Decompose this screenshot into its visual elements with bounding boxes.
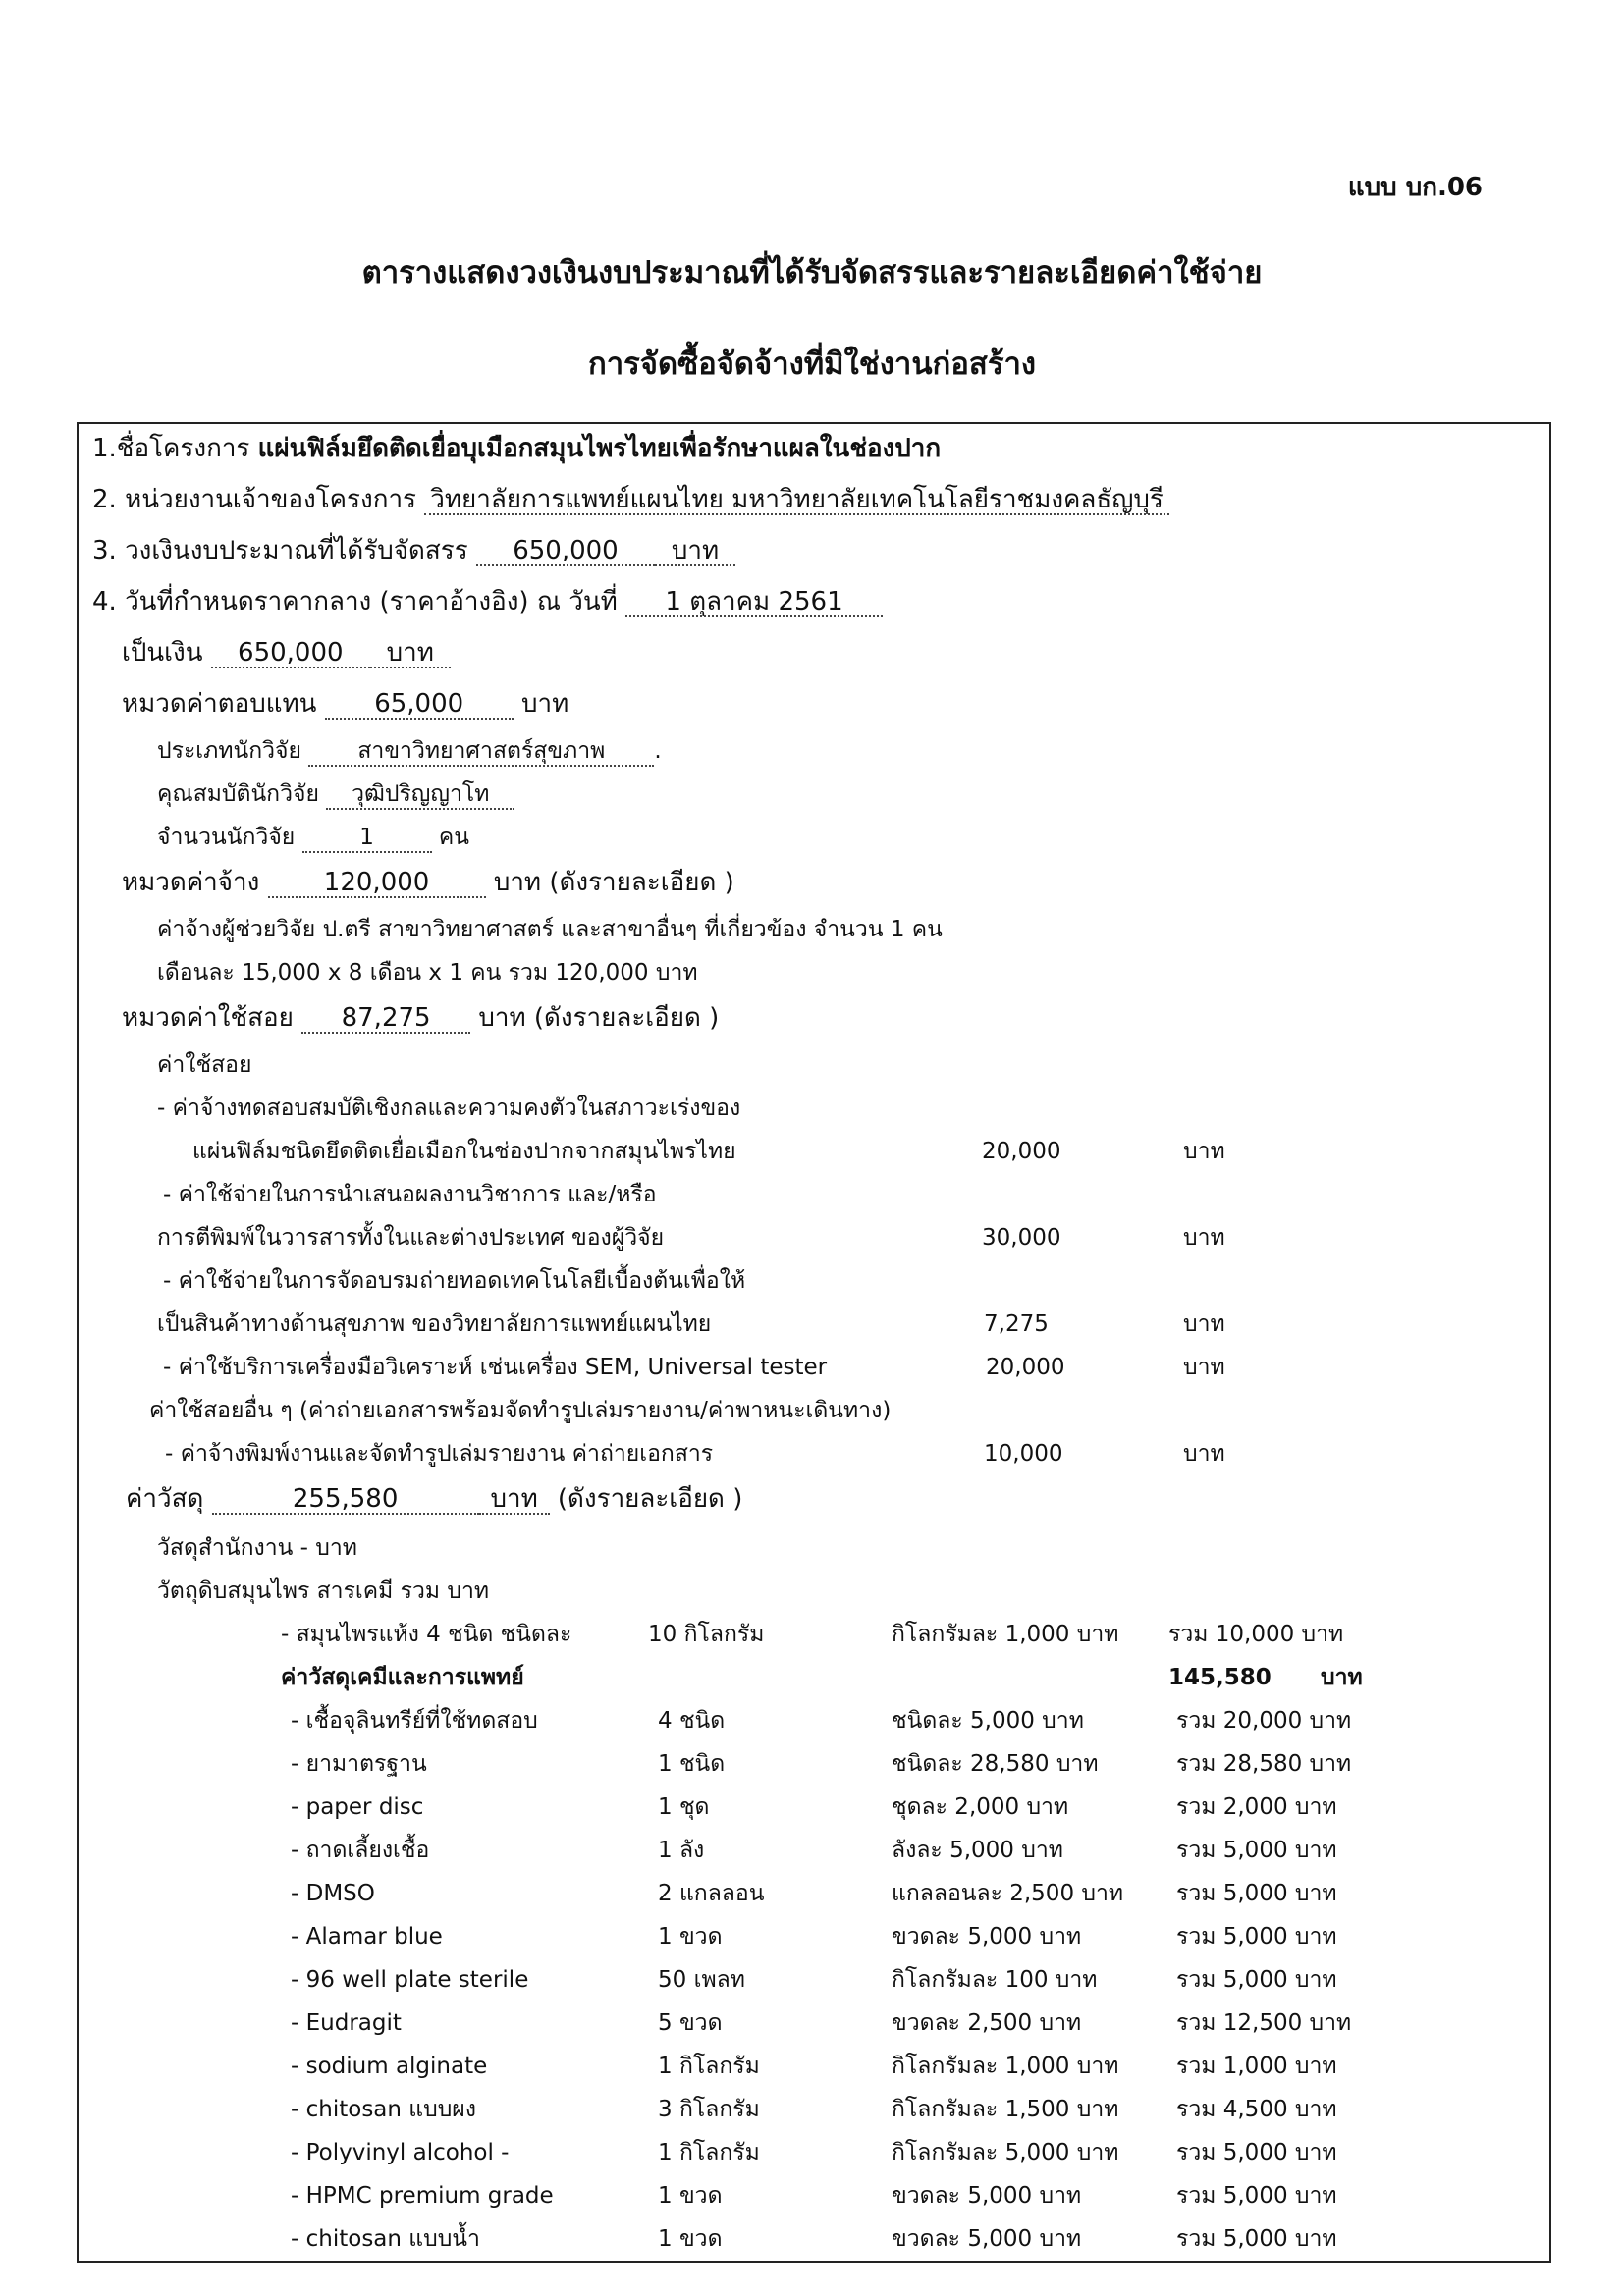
materials-unit: บาท: [479, 1485, 550, 1515]
project-owner-label: 2. หน่วยงานเจ้าของโครงการ: [92, 485, 417, 514]
material-total: รวม 28,580 บาท: [1176, 1751, 1352, 1777]
material-qty: 1 กิโลกรัม: [658, 2054, 760, 2079]
material-name: - chitosan แบบน้ำ: [291, 2226, 480, 2252]
researcher-qualification-value: วุฒิปริญญาโท: [326, 780, 514, 810]
material-total: รวม 12,500 บาท: [1176, 2010, 1352, 2036]
total-unit: บาท: [370, 639, 451, 668]
material-unit-price: ชุดละ 2,000 บาท: [892, 1794, 1069, 1820]
material-unit-price: ขวดละ 5,000 บาท: [892, 1924, 1082, 1949]
materials-row: [126, 1484, 742, 1515]
materials-label: ค่าวัสดุ: [126, 1484, 204, 1514]
material-qty: 3 กิโลกรัม: [658, 2097, 760, 2122]
total-amount: 650,000: [211, 639, 370, 668]
material-qty: 4 ชนิด: [658, 1708, 726, 1734]
expense-item-2-line2: การตีพิมพ์ในวารสารทั้งในและต่างประเทศ ของผู้วิจัย: [157, 1225, 665, 1251]
material-name: - DMSO: [291, 1881, 375, 1906]
expense-item-3-unit: บาท: [1183, 1311, 1225, 1337]
wages-row: [122, 868, 734, 898]
herb-item-total: รวม 10,000 บาท: [1168, 1622, 1344, 1647]
researcher-count-value: 1: [302, 824, 432, 853]
material-unit-price: ชนิดละ 5,000 บาท: [892, 1708, 1084, 1734]
materials-note: (ดังรายละเอียด ): [557, 1484, 743, 1514]
material-unit-price: กิโลกรัมละ 1,000 บาท: [892, 2054, 1119, 2079]
material-total: รวม 5,000 บาท: [1176, 2226, 1337, 2252]
material-total: รวม 5,000 บาท: [1176, 1967, 1337, 1993]
researcher-type-label: ประเภทนักวิจัย: [157, 738, 302, 764]
total-row: [122, 638, 451, 668]
material-name: - 96 well plate sterile: [291, 1967, 529, 1993]
material-qty: 1 ชนิด: [658, 1751, 726, 1777]
expense-item-2-line1: - ค่าใช้จ่ายในการนำเสนอผลงานวิชาการ และ/หรือ: [163, 1182, 657, 1207]
project-name-value: แผ่นฟิล์มยึดติดเยื่อบุเมือกสมุนไพรไทยเพื่อรักษาแผลในช่องปาก: [257, 434, 942, 463]
researcher-count-row: [157, 823, 469, 853]
expense-item-1-unit: บาท: [1183, 1139, 1225, 1164]
project-owner-value: วิทยาลัยการแพทย์แผนไทย มหาวิทยาลัยเทคโนโลยีราชมงคลธัญบุรี: [424, 486, 1169, 515]
researcher-type-row: [157, 736, 662, 767]
total-label: เป็นเงิน: [122, 638, 203, 667]
material-unit-price: ขวดละ 2,500 บาท: [892, 2010, 1082, 2036]
material-total: รวม 5,000 บาท: [1176, 1838, 1337, 1863]
page-subtitle: การจัดซื้อจัดจ้างที่มิใช่งานก่อสร้าง: [587, 347, 1037, 382]
chem-medical-total: 145,580: [1168, 1665, 1272, 1690]
material-total: รวม 4,500 บาท: [1176, 2097, 1337, 2122]
material-qty: 1 กิโลกรัม: [658, 2140, 760, 2165]
material-total: รวม 5,000 บาท: [1176, 1924, 1337, 1949]
researcher-type-value: สาขาวิทยาศาสตร์สุขภาพ: [308, 737, 654, 767]
project-name-label: 1.ชื่อโครงการ: [92, 434, 250, 463]
material-total: รวม 20,000 บาท: [1176, 1708, 1352, 1734]
material-qty: 1 ขวด: [658, 2183, 723, 2209]
material-name: - Eudragit: [291, 2010, 402, 2036]
expense-item-4-unit: บาท: [1183, 1355, 1225, 1380]
reference-date-label: 4. วันที่กำหนดราคากลาง (ราคาอ้างอิง) ณ วันที่: [92, 587, 618, 616]
expense-item-1-line1: - ค่าจ้างทดสอบสมบัติเชิงกลและความคงตัวในสภาวะเร่งของ: [157, 1095, 741, 1121]
material-total: รวม 1,000 บาท: [1176, 2054, 1337, 2079]
project-owner-row: [92, 485, 1169, 515]
expenses-row: [122, 1003, 719, 1034]
material-qty: 1 ลัง: [658, 1838, 705, 1863]
material-qty: 1 ขวด: [658, 2226, 723, 2252]
reference-date-row: [92, 587, 883, 617]
compensation-label: หมวดค่าตอบแทน: [122, 689, 317, 719]
expense-item-2-amount: 30,000: [982, 1225, 1061, 1251]
material-unit-price: กิโลกรัมละ 100 บาท: [892, 1967, 1098, 1993]
reference-date-value: 1 ตุลาคม 2561: [625, 588, 883, 617]
expense-item-3-amount: 7,275: [984, 1311, 1049, 1337]
expense-item-5-unit: บาท: [1183, 1441, 1225, 1467]
compensation-unit: บาท: [520, 689, 569, 719]
material-name: - chitosan แบบผง: [291, 2097, 477, 2122]
expenses-amount: 87,275: [301, 1004, 470, 1034]
material-total: รวม 5,000 บาท: [1176, 1881, 1337, 1906]
material-name: - paper disc: [291, 1794, 424, 1820]
herb-item-qty: 10 กิโลกรัม: [648, 1622, 765, 1647]
expenses-sub-label: ค่าใช้สอย: [157, 1052, 252, 1078]
herb-item-name: - สมุนไพรแห้ง 4 ชนิด ชนิดละ: [281, 1622, 572, 1647]
researcher-count-unit: คน: [438, 825, 470, 850]
material-name: - เชื้อจุลินทรีย์ที่ใช้ทดสอบ: [291, 1708, 538, 1734]
budget-amount: 650,000: [476, 537, 655, 566]
expense-item-4-line1: - ค่าใช้บริการเครื่องมือวิเคราะห์ เช่นเครื่อง SEM, Universal tester: [163, 1355, 828, 1380]
form-code: แบบ บก.06: [1347, 173, 1483, 202]
material-name: - ถาดเลี้ยงเชื้อ: [291, 1838, 430, 1863]
wages-unit-note: บาท (ดังรายละเอียด ): [493, 868, 734, 897]
wages-amount: 120,000: [268, 869, 486, 898]
material-unit-price: ลังละ 5,000 บาท: [892, 1838, 1063, 1863]
material-name: - HPMC premium grade: [291, 2183, 554, 2209]
material-qty: 1 ขวด: [658, 1924, 723, 1949]
expense-item-2-unit: บาท: [1183, 1225, 1225, 1251]
expense-item-3-line2: เป็นสินค้าทางด้านสุขภาพ ของวิทยาลัยการแพทย์แผนไทย: [157, 1311, 712, 1337]
researcher-qualification-label: คุณสมบัตินักวิจัย: [157, 781, 319, 807]
expenses-label: หมวดค่าใช้สอย: [122, 1003, 294, 1033]
material-name: - Alamar blue: [291, 1924, 443, 1949]
herbs-label: วัตถุดิบสมุนไพร สารเคมี รวม บาท: [157, 1578, 490, 1604]
herb-item-unit-price: กิโลกรัมละ 1,000 บาท: [892, 1622, 1119, 1647]
budget-unit: บาท: [655, 537, 735, 566]
compensation-row: [122, 689, 568, 720]
material-total: รวม 5,000 บาท: [1176, 2140, 1337, 2165]
materials-amount: 255,580: [212, 1485, 479, 1515]
material-qty: 1 ชุด: [658, 1794, 710, 1820]
material-name: - ยามาตรฐาน: [291, 1751, 427, 1777]
expenses-unit-note: บาท (ดังรายละเอียด ): [478, 1003, 720, 1033]
material-unit-price: แกลลอนละ 2,500 บาท: [892, 1881, 1124, 1906]
expense-item-3-line1: - ค่าใช้จ่ายในการจัดอบรมถ่ายทอดเทคโนโลยีเบื้องต้นเพื่อให้: [163, 1268, 746, 1294]
project-name-row: [92, 434, 941, 463]
material-unit-price: ขวดละ 5,000 บาท: [892, 2226, 1082, 2252]
budget-row: [92, 536, 735, 566]
wages-detail-2: เดือนละ 15,000 x 8 เดือน x 1 คน รวม 120,000 บาท: [157, 960, 698, 986]
expense-item-5-line1: - ค่าจ้างพิมพ์งานและจัดทำรูปเล่มรายงาน ค่าถ่ายเอกสาร: [165, 1441, 714, 1467]
researcher-count-label: จำนวนนักวิจัย: [157, 825, 296, 850]
wages-label: หมวดค่าจ้าง: [122, 868, 260, 897]
material-name: - Polyvinyl alcohol -: [291, 2140, 510, 2165]
material-qty: 5 ขวด: [658, 2010, 723, 2036]
researcher-qualification-row: [157, 779, 514, 810]
chem-medical-unit: บาท: [1321, 1665, 1363, 1690]
office-supplies: วัสดุสำนักงาน - บาท: [157, 1535, 357, 1561]
expense-item-1-amount: 20,000: [982, 1139, 1061, 1164]
material-unit-price: กิโลกรัมละ 5,000 บาท: [892, 2140, 1119, 2165]
material-total: รวม 5,000 บาท: [1176, 2183, 1337, 2209]
expense-item-4-amount: 20,000: [986, 1355, 1065, 1380]
material-unit-price: ขวดละ 5,000 บาท: [892, 2183, 1082, 2209]
chem-medical-label: ค่าวัสดุเคมีและการแพทย์: [281, 1665, 524, 1690]
budget-label: 3. วงเงินงบประมาณที่ได้รับจัดสรร: [92, 536, 468, 565]
material-unit-price: กิโลกรัมละ 1,500 บาท: [892, 2097, 1119, 2122]
other-expenses-label: ค่าใช้สอยอื่น ๆ (ค่าถ่ายเอกสารพร้อมจัดทำรูปเล่มรายงาน/ค่าพาหนะเดินทาง): [149, 1398, 892, 1423]
material-unit-price: ชนิดละ 28,580 บาท: [892, 1751, 1099, 1777]
page-title: ตารางแสดงวงเงินงบประมาณที่ได้รับจัดสรรและรายละเอียดค่าใช้จ่าย: [361, 255, 1263, 291]
material-total: รวม 2,000 บาท: [1176, 1794, 1337, 1820]
wages-detail-1: ค่าจ้างผู้ช่วยวิจัย ป.ตรี สาขาวิทยาศาสตร์ และสาขาอื่นๆ ที่เกี่ยวข้อง จำนวน 1 คน: [157, 917, 943, 942]
material-qty: 50 เพลท: [658, 1967, 745, 1993]
expense-item-1-line2: แผ่นฟิล์มชนิดยึดติดเยื่อเมือกในช่องปากจากสมุนไพรไทย: [192, 1139, 736, 1164]
material-name: - sodium alginate: [291, 2054, 488, 2079]
material-qty: 2 แกลลอน: [658, 1881, 765, 1906]
compensation-amount: 65,000: [325, 690, 514, 720]
researcher-type-tail: .: [654, 738, 662, 764]
expense-item-5-amount: 10,000: [984, 1441, 1063, 1467]
